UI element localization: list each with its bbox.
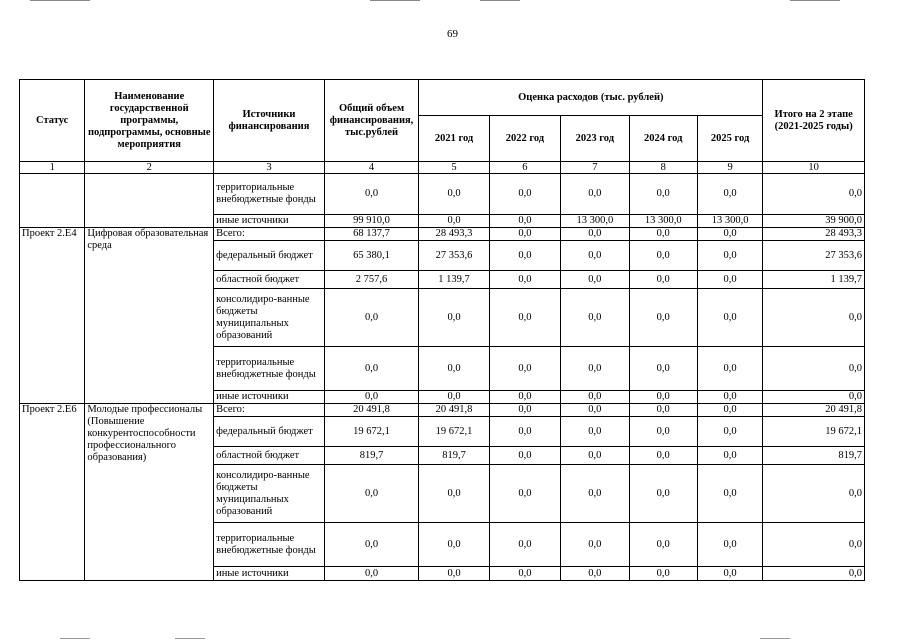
- value-cell: 0,0: [697, 391, 762, 404]
- value-cell: 0,0: [324, 391, 419, 404]
- scan-edge-line: [370, 0, 420, 1]
- value-cell: 0,0: [489, 567, 560, 581]
- value-cell: 819,7: [763, 447, 865, 465]
- value-cell: 0,0: [489, 241, 560, 271]
- header-name: Наименование государственной программы, подпрограммы, основные мероприятия: [85, 80, 214, 162]
- value-cell: 0,0: [629, 347, 697, 391]
- value-cell: 0,0: [561, 174, 629, 215]
- value-cell: 0,0: [561, 404, 629, 417]
- value-cell: 0,0: [419, 215, 489, 228]
- scan-edge-line: [790, 0, 840, 1]
- value-cell: 0,0: [629, 447, 697, 465]
- header-year: 2022 год: [489, 116, 560, 162]
- value-cell: 0,0: [561, 417, 629, 447]
- value-cell: 0,0: [763, 391, 865, 404]
- value-cell: 0,0: [324, 174, 419, 215]
- value-cell: 0,0: [697, 174, 762, 215]
- source-cell: иные источники: [214, 567, 325, 581]
- value-cell: 13 300,0: [561, 215, 629, 228]
- value-cell: 0,0: [489, 347, 560, 391]
- value-cell: 0,0: [629, 404, 697, 417]
- source-cell: федеральный бюджет: [214, 417, 325, 447]
- table-row: [20, 228, 865, 241]
- value-cell: 0,0: [489, 271, 560, 289]
- column-number: 7: [561, 162, 629, 174]
- header-year: 2021 год: [419, 116, 489, 162]
- value-cell: 99 910,0: [324, 215, 419, 228]
- scan-edge-line: [480, 0, 520, 1]
- header-total-volume: Общий объем финансирования, тыс.рублей: [324, 80, 419, 162]
- value-cell: 0,0: [489, 523, 560, 567]
- value-cell: 20 491,8: [763, 404, 865, 417]
- value-cell: 0,0: [419, 391, 489, 404]
- source-cell: федеральный бюджет: [214, 241, 325, 271]
- value-cell: 20 491,8: [419, 404, 489, 417]
- column-number: 1: [20, 162, 85, 174]
- value-cell: 0,0: [489, 228, 560, 241]
- project-status: Проект 2.Е6: [20, 404, 85, 581]
- source-cell: иные источники: [214, 215, 325, 228]
- source-cell: территориальные внебюджетные фонды: [214, 174, 325, 215]
- value-cell: 0,0: [697, 447, 762, 465]
- value-cell: 0,0: [561, 523, 629, 567]
- value-cell: 13 300,0: [697, 215, 762, 228]
- column-number: 5: [419, 162, 489, 174]
- project-name: Молодые профессионалы (Повышение конкурентоспособности профессионального образования): [85, 404, 214, 581]
- value-cell: 28 493,3: [763, 228, 865, 241]
- column-number: 4: [324, 162, 419, 174]
- value-cell: 0,0: [697, 465, 762, 523]
- value-cell: 0,0: [697, 347, 762, 391]
- value-cell: 19 672,1: [419, 417, 489, 447]
- source-cell: территориальные внебюджетные фонды: [214, 347, 325, 391]
- value-cell: 0,0: [561, 228, 629, 241]
- value-cell: 0,0: [629, 271, 697, 289]
- value-cell: 0,0: [697, 567, 762, 581]
- value-cell: 0,0: [697, 417, 762, 447]
- value-cell: 0,0: [324, 567, 419, 581]
- source-cell: консолидиро-ванные бюджеты муниципальных образований: [214, 465, 325, 523]
- value-cell: 0,0: [763, 174, 865, 215]
- column-number: 6: [489, 162, 560, 174]
- value-cell: 0,0: [629, 241, 697, 271]
- value-cell: 28 493,3: [419, 228, 489, 241]
- value-cell: 0,0: [419, 523, 489, 567]
- column-number: 10: [763, 162, 865, 174]
- value-cell: 27 353,6: [419, 241, 489, 271]
- value-cell: 27 353,6: [763, 241, 865, 271]
- scan-edge-line: [60, 638, 90, 639]
- value-cell: 0,0: [763, 347, 865, 391]
- source-cell: территориальные внебюджетные фонды: [214, 523, 325, 567]
- column-number: 3: [214, 162, 325, 174]
- source-cell: иные источники: [214, 391, 325, 404]
- value-cell: 0,0: [489, 465, 560, 523]
- value-cell: 68 137,7: [324, 228, 419, 241]
- value-cell: 0,0: [561, 289, 629, 347]
- value-cell: 0,0: [561, 465, 629, 523]
- value-cell: 0,0: [561, 271, 629, 289]
- value-cell: 0,0: [629, 417, 697, 447]
- project-status: Проект 2.Е4: [20, 228, 85, 404]
- value-cell: 0,0: [561, 447, 629, 465]
- source-cell: областной бюджет: [214, 447, 325, 465]
- header-stage-total: Итого на 2 этапе (2021-2025 годы): [763, 80, 865, 162]
- value-cell: 0,0: [489, 391, 560, 404]
- name-cell: [85, 174, 214, 228]
- value-cell: 0,0: [697, 228, 762, 241]
- header-year: 2025 год: [697, 116, 762, 162]
- value-cell: 1 139,7: [419, 271, 489, 289]
- table-row: [20, 404, 865, 417]
- value-cell: 0,0: [489, 289, 560, 347]
- header-year: 2023 год: [561, 116, 629, 162]
- value-cell: 20 491,8: [324, 404, 419, 417]
- value-cell: 819,7: [419, 447, 489, 465]
- header-estimate: Оценка расходов (тыс. рублей): [419, 80, 763, 116]
- column-number: 8: [629, 162, 697, 174]
- source-cell: Всего:: [214, 228, 325, 241]
- value-cell: 0,0: [419, 567, 489, 581]
- scan-edge-line: [175, 638, 205, 639]
- value-cell: 0,0: [489, 174, 560, 215]
- value-cell: 0,0: [697, 404, 762, 417]
- value-cell: 0,0: [324, 347, 419, 391]
- column-number: 9: [697, 162, 762, 174]
- header-sources: Источники финансирования: [214, 80, 325, 162]
- value-cell: 0,0: [629, 228, 697, 241]
- scan-edge-line: [30, 0, 90, 1]
- value-cell: 0,0: [489, 417, 560, 447]
- value-cell: 13 300,0: [629, 215, 697, 228]
- value-cell: 0,0: [629, 465, 697, 523]
- value-cell: 0,0: [419, 465, 489, 523]
- value-cell: 2 757,6: [324, 271, 419, 289]
- value-cell: 0,0: [763, 567, 865, 581]
- column-number: 2: [85, 162, 214, 174]
- source-cell: областной бюджет: [214, 271, 325, 289]
- value-cell: 0,0: [324, 523, 419, 567]
- value-cell: 0,0: [697, 289, 762, 347]
- value-cell: 39 900,0: [763, 215, 865, 228]
- column-number-row: [20, 162, 865, 174]
- value-cell: 0,0: [419, 289, 489, 347]
- value-cell: 0,0: [629, 391, 697, 404]
- value-cell: 0,0: [561, 347, 629, 391]
- value-cell: 0,0: [419, 174, 489, 215]
- value-cell: 0,0: [629, 567, 697, 581]
- page-number: 69: [447, 28, 458, 40]
- header-year: 2024 год: [629, 116, 697, 162]
- source-cell: консолидиро-ванные бюджеты муниципальных образований: [214, 289, 325, 347]
- value-cell: 0,0: [763, 289, 865, 347]
- value-cell: 0,0: [697, 523, 762, 567]
- value-cell: 0,0: [763, 523, 865, 567]
- value-cell: 0,0: [629, 523, 697, 567]
- value-cell: 0,0: [324, 289, 419, 347]
- value-cell: 19 672,1: [763, 417, 865, 447]
- value-cell: 0,0: [763, 465, 865, 523]
- source-cell: Всего:: [214, 404, 325, 417]
- value-cell: 819,7: [324, 447, 419, 465]
- scan-edge-line: [760, 638, 790, 639]
- value-cell: 0,0: [489, 447, 560, 465]
- table-row: [20, 174, 865, 215]
- value-cell: 0,0: [561, 567, 629, 581]
- status-cell: [20, 174, 85, 228]
- value-cell: 0,0: [324, 465, 419, 523]
- value-cell: 0,0: [489, 404, 560, 417]
- header-status: Статус: [20, 80, 85, 162]
- value-cell: 0,0: [697, 271, 762, 289]
- value-cell: 65 380,1: [324, 241, 419, 271]
- value-cell: 0,0: [419, 347, 489, 391]
- value-cell: 1 139,7: [763, 271, 865, 289]
- value-cell: 0,0: [489, 215, 560, 228]
- project-name: Цифровая образовательная среда: [85, 228, 214, 404]
- financing-table: [19, 79, 865, 581]
- value-cell: 0,0: [629, 289, 697, 347]
- value-cell: 0,0: [629, 174, 697, 215]
- value-cell: 0,0: [561, 241, 629, 271]
- value-cell: 19 672,1: [324, 417, 419, 447]
- value-cell: 0,0: [697, 241, 762, 271]
- value-cell: 0,0: [561, 391, 629, 404]
